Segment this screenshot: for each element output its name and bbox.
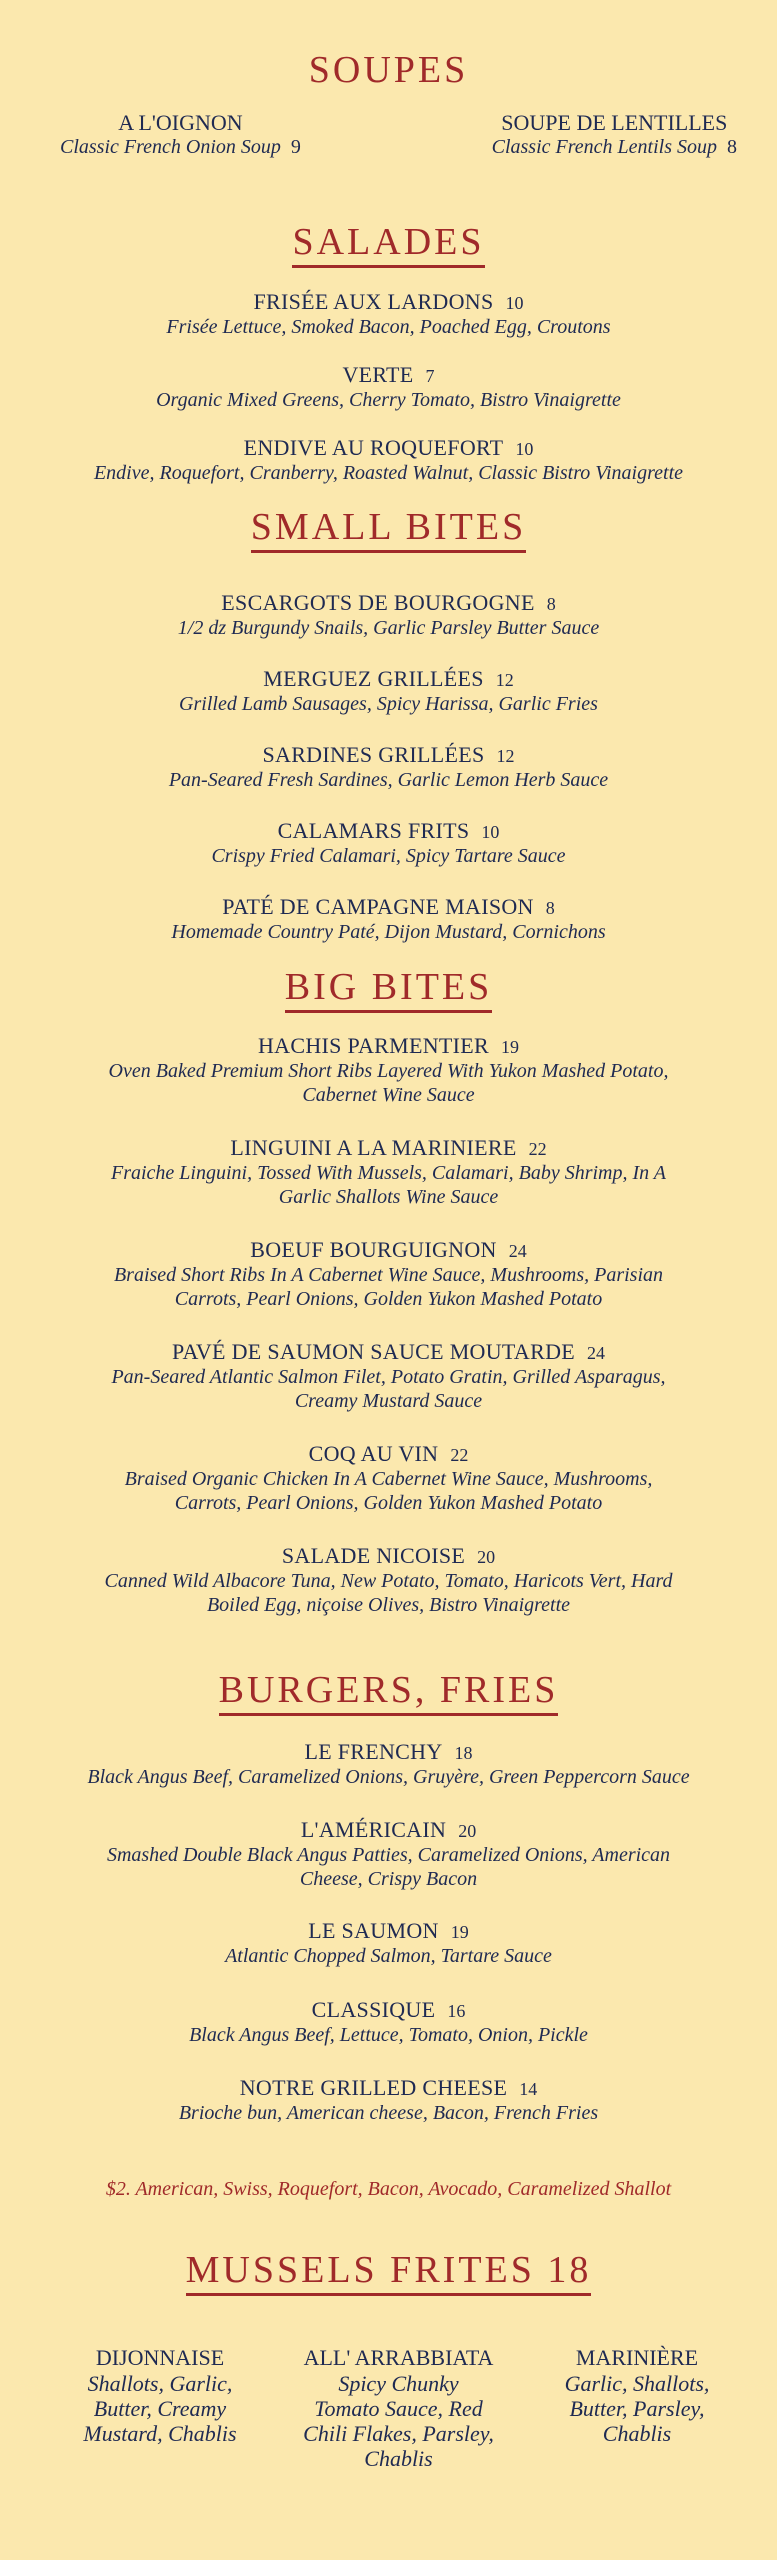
item-desc: Garlic Shallots Wine Sauce bbox=[278, 1186, 499, 1208]
item-name: COQ AU VIN bbox=[308, 1441, 439, 1466]
item-desc: Oven Baked Premium Short Ribs Layered With Yukon Mashed Potato, bbox=[108, 1060, 669, 1082]
item-desc: Cabernet Wine Sauce bbox=[302, 1084, 475, 1106]
small-bites-title-text: SMALL BITES bbox=[251, 506, 526, 553]
item-name: PATÉ DE CAMPAGNE MAISON bbox=[222, 894, 534, 919]
item-desc: Chili Flakes, Parsley, bbox=[303, 2421, 494, 2446]
item-desc: Crispy Fried Calamari, Spicy Tartare Sauce bbox=[211, 845, 566, 867]
item-name: MERGUEZ GRILLÉES bbox=[263, 666, 484, 691]
item-price: 19 bbox=[501, 1037, 520, 1057]
menu-item bbox=[60, 2345, 260, 2471]
item-desc: Spicy Chunky bbox=[338, 2371, 459, 2396]
item-price: 10 bbox=[515, 439, 534, 459]
item-desc: Carrots, Pearl Onions, Golden Yukon Mashed Potato bbox=[174, 1492, 603, 1514]
item-price: 20 bbox=[458, 1821, 477, 1841]
salades-title bbox=[0, 220, 777, 264]
item-desc: Homemade Country Paté, Dijon Mustard, Cornichons bbox=[171, 921, 606, 943]
item-name: FRISÉE AUX LARDONS bbox=[253, 289, 494, 314]
menu-item bbox=[492, 110, 737, 159]
item-desc: Black Angus Beef, Caramelized Onions, Gruyère, Green Peppercorn Sauce bbox=[87, 1766, 690, 1788]
item-name: L'AMÉRICAIN bbox=[300, 1817, 447, 1842]
menu-item bbox=[60, 110, 301, 159]
mussels-title-text: MUSSELS FRITES 18 bbox=[186, 2249, 592, 2296]
item-desc: Classic French Lentils Soup bbox=[491, 136, 717, 158]
item-price: 7 bbox=[425, 366, 435, 386]
menu-item bbox=[0, 1135, 777, 1209]
menu-item bbox=[0, 1033, 777, 1107]
menu-item bbox=[0, 1997, 777, 2047]
item-price: 24 bbox=[587, 1343, 605, 1363]
menu-item bbox=[0, 1739, 777, 1789]
small-bites-title bbox=[0, 505, 777, 549]
menu-item bbox=[0, 742, 777, 792]
item-price: 8 bbox=[545, 898, 555, 918]
item-desc: Butter, Parsley, bbox=[569, 2396, 705, 2421]
menu-item bbox=[0, 289, 777, 339]
salades-title-text: SALADES bbox=[292, 221, 484, 268]
soupes-list bbox=[0, 110, 777, 159]
item-desc: 1/2 dz Burgundy Snails, Garlic Parsley Butter Sauce bbox=[177, 617, 600, 639]
item-name: CALAMARS FRITS bbox=[277, 818, 470, 843]
item-desc: Classic French Onion Soup bbox=[60, 136, 281, 158]
item-name: CLASSIQUE bbox=[311, 1997, 436, 2022]
item-price: 10 bbox=[505, 293, 524, 313]
item-name: SALADE NICOISE bbox=[281, 1543, 466, 1568]
item-name: LE FRENCHY bbox=[304, 1739, 443, 1764]
menu-item bbox=[0, 362, 777, 412]
menu-item bbox=[0, 1543, 777, 1617]
item-price: 12 bbox=[495, 670, 514, 690]
menu-item bbox=[0, 1918, 777, 1968]
item-desc: Frisée Lettuce, Smoked Bacon, Poached Egg, Croutons bbox=[166, 316, 611, 338]
item-price: 12 bbox=[496, 746, 515, 766]
item-desc: Atlantic Chopped Salmon, Tartare Sauce bbox=[225, 1945, 552, 1967]
menu-item bbox=[0, 1441, 777, 1515]
item-desc: Braised Organic Chicken In A Cabernet Wine Sauce, Mushrooms, bbox=[124, 1468, 653, 1490]
menu-item bbox=[0, 818, 777, 868]
item-name: HACHIS PARMENTIER bbox=[257, 1033, 490, 1058]
item-desc: Butter, Creamy bbox=[93, 2396, 227, 2421]
item-name: ESCARGOTS DE BOURGOGNE bbox=[221, 590, 535, 615]
item-desc: Shallots, Garlic, bbox=[87, 2371, 233, 2396]
big-bites-title-text: BIG BITES bbox=[285, 966, 493, 1013]
item-desc: Organic Mixed Greens, Cherry Tomato, Bistro Vinaigrette bbox=[156, 389, 621, 411]
item-price: 16 bbox=[447, 2001, 466, 2021]
item-price: 10 bbox=[481, 822, 500, 842]
item-desc: Tomato Sauce, Red bbox=[314, 2396, 483, 2421]
item-desc: Cheese, Crispy Bacon bbox=[299, 1868, 478, 1890]
item-price: 8 bbox=[546, 594, 556, 614]
menu-item bbox=[0, 435, 777, 485]
menu-item bbox=[0, 1817, 777, 1891]
item-desc: Fraiche Linguini, Tossed With Mussels, Calamari, Baby Shrimp, In A bbox=[110, 1162, 667, 1184]
item-desc: Garlic, Shallots, bbox=[564, 2371, 710, 2396]
item-desc: Mustard, Chablis bbox=[83, 2421, 237, 2446]
item-name: SOUPE DE LENTILLES bbox=[501, 110, 728, 135]
menu-item bbox=[0, 590, 777, 640]
item-desc: Chablis bbox=[602, 2421, 672, 2446]
item-desc: Smashed Double Black Angus Patties, Caramelized Onions, American bbox=[106, 1844, 671, 1866]
item-name: BOEUF BOURGUIGNON bbox=[250, 1237, 497, 1262]
burgers-title bbox=[0, 1668, 777, 1712]
item-desc: Pan-Seared Fresh Sardines, Garlic Lemon Herb Sauce bbox=[168, 769, 609, 791]
item-desc: Carrots, Pearl Onions, Golden Yukon Mashed Potato bbox=[174, 1288, 603, 1310]
item-name: PAVÉ DE SAUMON SAUCE MOUTARDE bbox=[172, 1339, 575, 1364]
big-bites-title bbox=[0, 965, 777, 1009]
item-price: 19 bbox=[450, 1922, 469, 1942]
item-name: DIJONNAISE bbox=[95, 2345, 225, 2370]
item-name: ENDIVE AU ROQUEFORT bbox=[243, 435, 504, 460]
item-desc: Black Angus Beef, Lettuce, Tomato, Onion, Pickle bbox=[189, 2024, 588, 2046]
soupes-title: SOUPES bbox=[308, 49, 469, 91]
item-desc: Braised Short Ribs In A Cabernet Wine Sauce, Mushrooms, Parisian bbox=[113, 1264, 664, 1286]
item-desc: Boiled Egg, niçoise Olives, Bistro Vinaigrette bbox=[206, 1594, 571, 1616]
burgers-title-text: BURGERS, FRIES bbox=[219, 1669, 559, 1716]
item-desc: Chablis bbox=[364, 2446, 433, 2471]
menu-item bbox=[0, 894, 777, 944]
menu-item bbox=[537, 2345, 737, 2471]
item-price: 20 bbox=[477, 1547, 496, 1567]
item-price: 22 bbox=[450, 1445, 469, 1465]
item-price: 14 bbox=[519, 2079, 538, 2099]
mussels-title bbox=[0, 2248, 777, 2292]
item-price: 18 bbox=[454, 1743, 473, 1763]
item-price: 24 bbox=[508, 1241, 527, 1261]
item-desc: Grilled Lamb Sausages, Spicy Harissa, Garlic Fries bbox=[179, 693, 598, 715]
menu-item bbox=[0, 666, 777, 716]
menu-item bbox=[299, 2345, 499, 2471]
menu-item bbox=[0, 1237, 777, 1311]
item-name: ALL' ARRABBIATA bbox=[303, 2345, 494, 2370]
item-name: MARINIÈRE bbox=[575, 2345, 699, 2370]
item-price: 9 bbox=[290, 136, 301, 158]
menu-item bbox=[0, 2075, 777, 2125]
item-name: LE SAUMON bbox=[308, 1918, 439, 1943]
burger-addons: $2. American, Swiss, Roquefort, Bacon, Avocado, Caramelized Shallot bbox=[105, 2178, 672, 2200]
item-desc: Brioche bun, American cheese, Bacon, French Fries bbox=[178, 2102, 599, 2124]
mussels-list bbox=[0, 2345, 777, 2471]
item-name: VERTE bbox=[342, 362, 414, 387]
item-desc: Endive, Roquefort, Cranberry, Roasted Walnut, Classic Bistro Vinaigrette bbox=[93, 462, 684, 484]
item-name: LINGUINI A LA MARINIERE bbox=[230, 1135, 517, 1160]
item-name: NOTRE GRILLED CHEESE bbox=[239, 2075, 508, 2100]
item-desc: Canned Wild Albacore Tuna, New Potato, Tomato, Haricots Vert, Hard bbox=[104, 1570, 673, 1592]
item-name: A L'OIGNON bbox=[118, 110, 243, 135]
item-price: 22 bbox=[528, 1139, 547, 1159]
item-price: 8 bbox=[727, 136, 737, 158]
menu-item bbox=[0, 1339, 777, 1413]
item-name: SARDINES GRILLÉES bbox=[262, 742, 485, 767]
item-desc: Creamy Mustard Sauce bbox=[294, 1390, 483, 1412]
item-desc: Pan-Seared Atlantic Salmon Filet, Potato Gratin, Grilled Asparagus, bbox=[111, 1366, 666, 1388]
